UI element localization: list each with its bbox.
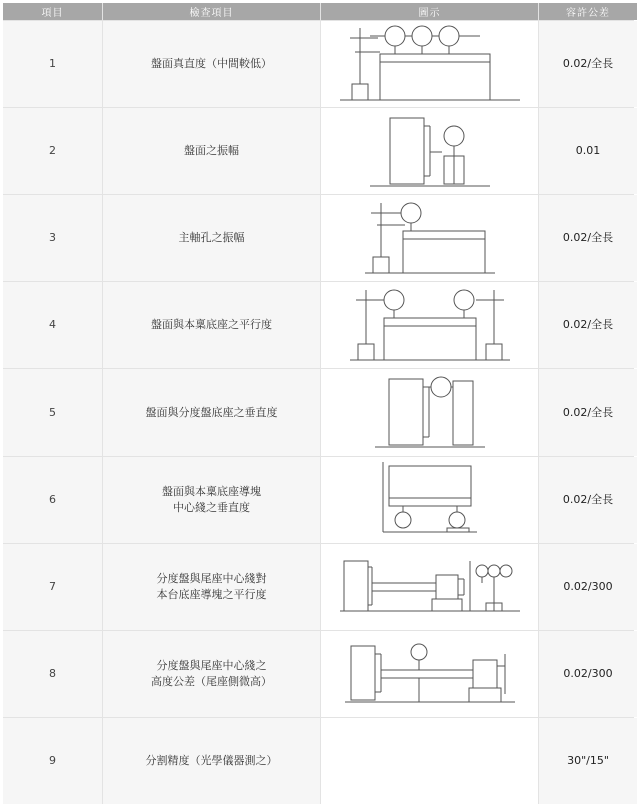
header-tolerance: 容許公差	[539, 3, 637, 20]
tolerance-value: 0.02/300	[539, 544, 637, 630]
tolerance-value: 0.02/300	[539, 631, 637, 717]
dial-gauge-icon	[350, 286, 510, 364]
diagram-flatness	[321, 21, 538, 107]
row-number: 6	[3, 457, 102, 543]
inspection-table	[3, 3, 634, 804]
header-check-item: 檢查項目	[103, 3, 320, 20]
tolerance-value: 0.01	[539, 108, 637, 194]
check-item-label: 盤面與本稟底座導塊 中心綫之垂直度	[162, 484, 261, 514]
diagram-perpendicularity	[321, 369, 538, 455]
tailstock-icon	[345, 640, 515, 708]
check-item-label: 盤面之振幅	[184, 144, 239, 158]
diagram-runout-face	[321, 108, 538, 194]
tolerance-value: 30"/15"	[539, 718, 637, 804]
tolerance-value: 0.02/全長	[539, 457, 637, 543]
check-item-label: 盤面與分度盤底座之垂直度	[145, 405, 278, 419]
check-item-label: 盤面與本稟底座之平行度	[151, 318, 272, 332]
row-number: 9	[3, 718, 102, 804]
dial-gauge-icon	[340, 24, 520, 104]
dial-gauge-icon	[375, 460, 485, 540]
test-stand-icon	[365, 199, 495, 277]
tailstock-icon	[340, 557, 520, 617]
row-number: 5	[3, 369, 102, 455]
check-item-label: 盤面真直度（中間較低）	[151, 57, 272, 71]
check-item-label: 分割精度（光學儀器測之）	[145, 753, 278, 767]
diagram-centerline-perpendicularity	[321, 457, 538, 543]
tolerance-value: 0.02/全長	[539, 282, 637, 368]
header-item: 項目	[3, 3, 102, 20]
row-number: 8	[3, 631, 102, 717]
row-number: 7	[3, 544, 102, 630]
header-diagram: 圖示	[321, 3, 538, 20]
diagram-spindle-runout	[321, 195, 538, 281]
tolerance-value: 0.02/全長	[539, 369, 637, 455]
check-item-label: 分度盤與尾座中心綫對 本台底座導塊之平行度	[156, 571, 267, 601]
diagram-parallelism	[321, 282, 538, 368]
dividing-head-icon	[370, 112, 490, 190]
diagram-tailstock-parallelism	[321, 544, 538, 630]
dividing-head-icon	[375, 373, 485, 451]
check-item-label: 主軸孔之振幅	[178, 231, 245, 245]
tolerance-value: 0.02/全長	[539, 21, 637, 107]
diagram-tailstock-height	[321, 631, 538, 717]
tolerance-value: 0.02/全長	[539, 195, 637, 281]
row-number: 1	[3, 21, 102, 107]
row-number: 4	[3, 282, 102, 368]
check-item-label: 分度盤與尾座中心綫之 高度公差（尾座側微高）	[151, 658, 272, 688]
diagram-empty	[321, 718, 538, 804]
row-number: 3	[3, 195, 102, 281]
row-number: 2	[3, 108, 102, 194]
